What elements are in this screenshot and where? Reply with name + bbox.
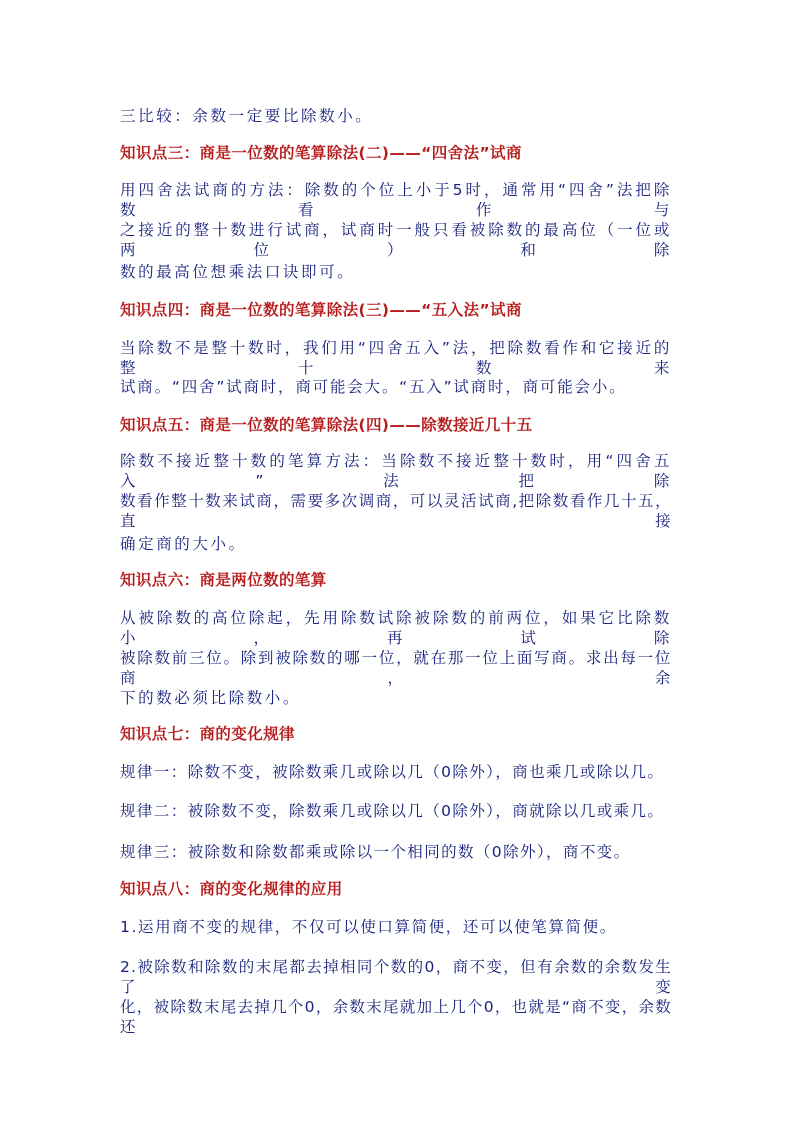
section-heading: 知识点六：商是两位数的笔算 [120, 571, 327, 589]
body-line: 数的最高位想乘法口诀即可。 [120, 263, 356, 281]
body-line: 三比较：余数一定要比除数小。 [120, 107, 374, 125]
body-line: 除数不接近整十数的笔算方法：当除数不接近整十数时，用“四舍五入”法把除 [120, 452, 672, 490]
section-heading: 知识点三：商是一位数的笔算除法(二)——“四舍法”试商 [120, 144, 522, 162]
body-line: 被除数前三位。除到被除数的哪一位，就在那一位上面写商。求出每一位商，余 [120, 649, 672, 687]
section-heading: 知识点七：商的变化规律 [120, 725, 295, 743]
section-heading: 知识点八：商的变化规律的应用 [120, 880, 343, 898]
body-line: 用四舍法试商的方法：除数的个位上小于5时，通常用“四舍”法把除数看作与 [120, 181, 672, 219]
body-line: 确定商的大小。 [120, 535, 247, 553]
body-line: 规律一：除数不变，被除数乘几或除以几（0除外），商也乘几或除以几。 [120, 763, 665, 781]
body-line: 规律二：被除数不变，除数乘几或除以几（0除外），商就除以几或乘几。 [120, 802, 665, 820]
body-line: 1.运用商不变的规律，不仅可以使口算简便，还可以使笔算简便。 [120, 918, 617, 936]
body-line: 之接近的整十数进行试商，试商时一般只看被除数的最高位（一位或两位）和除 [120, 221, 672, 259]
body-line: 数看作整十数来试商，需要多次调商，可以灵活试商,把除数看作几十五，直接 [120, 492, 672, 530]
body-line: 从被除数的高位除起，先用除数试除被除数的前两位，如果它比除数小，再试除 [120, 609, 672, 647]
section-heading: 知识点四：商是一位数的笔算除法(三)——“五入法”试商 [120, 301, 522, 319]
section-heading: 知识点五：商是一位数的笔算除法(四)——除数接近几十五 [120, 416, 533, 434]
body-line: 2.被除数和除数的末尾都去掉相同个数的0，商不变，但有余数的余数发生了变 [120, 958, 672, 996]
body-line: 化，被除数末尾去掉几个0，余数末尾就加上几个0，也就是“商不变，余数还 [120, 998, 672, 1036]
body-line: 规律三：被除数和除数都乘或除以一个相同的数（0除外），商不变。 [120, 843, 631, 861]
body-line: 下的数必须比除数小。 [120, 689, 302, 707]
body-line: 当除数不是整十数时，我们用“四舍五入”法，把除数看作和它接近的整十数来 [120, 339, 672, 377]
body-line: 试商。“四舍”试商时，商可能会大。“五入”试商时，商可能会小。 [120, 378, 627, 396]
